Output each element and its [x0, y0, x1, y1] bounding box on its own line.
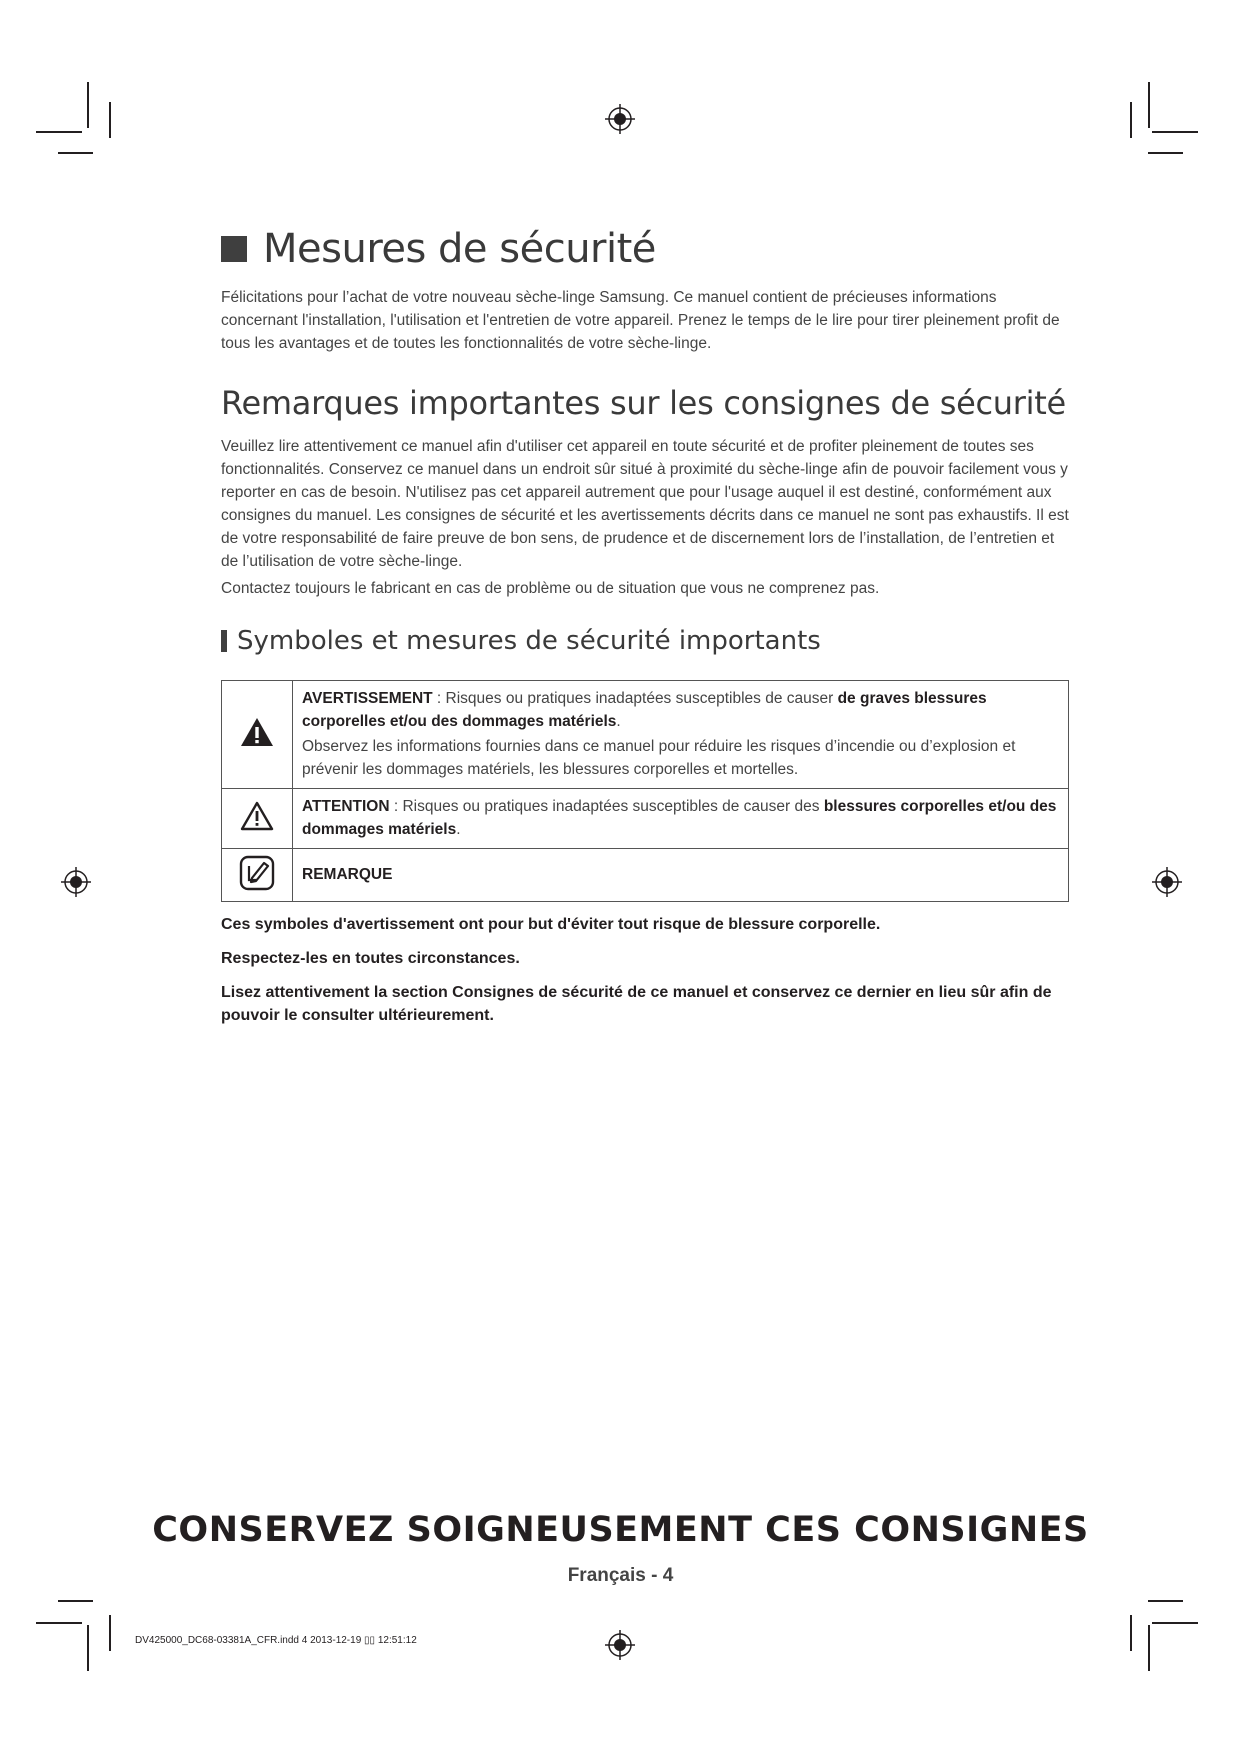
warning-text-bold: de graves blessures corporelles et/ou des dommages matériels: [302, 690, 987, 730]
print-slug: DV425000_DC68-03381A_CFR.indd 4 2013-12-19 ▯▯ 12:51:12: [135, 1635, 417, 1646]
warning-label: AVERTISSEMENT: [302, 690, 433, 707]
caution-row: [222, 789, 1069, 849]
crop-mark: [36, 131, 82, 133]
remarks-paragraph: Veuillez lire attentivement ce manuel afin d'utiliser cet appareil en toute sécurité et de profiter pleinement de toutes ses fonctionnalités. Conservez ce manuel dans un endroit sûr situé à proximité du sèche-linge afin de pouvoir facilement vous y reporter en cas de besoin. N'utilisez pas cet appareil autrement que pour l'usage auquel il est destiné, conformément aux consignes du manuel. Les consignes de sécurité et les avertissements décrits dans ce manuel ne sont pas exhaustifs. Il est de votre responsabilité de faire preuve de bon sens, de prudence et de discernement lors de l’installation, de l’entretien et de l’utilisation de votre sèche-linge.: [221, 438, 1069, 570]
note-text-cell: [293, 849, 1069, 902]
crop-mark: [109, 1615, 111, 1651]
crop-mark: [1148, 152, 1183, 154]
registration-mark-icon: [605, 1630, 635, 1660]
crop-mark: [109, 102, 111, 138]
crop-mark: [1130, 1615, 1132, 1651]
warning-detail: Observez les informations fournies dans ce manuel pour réduire les risques d’incendie ou d’explosion et prévenir les dommages matériels, les blessures corporelles et mortelles.: [302, 738, 1016, 778]
square-bullet-icon: [221, 236, 247, 262]
caution-text-cell: [293, 789, 1069, 849]
note-line-1: Ces symboles d'avertissement ont pour but d'éviter tout risque de blessure corporelle.: [221, 916, 881, 933]
crop-mark: [1152, 1622, 1198, 1624]
crop-mark: [87, 1625, 89, 1671]
crop-mark: [36, 1622, 82, 1624]
caution-icon-cell: [222, 789, 293, 849]
registration-mark-icon: [1152, 867, 1182, 897]
warning-text-cell: [293, 681, 1069, 789]
note-pencil-icon: [238, 854, 276, 892]
crop-mark: [1148, 82, 1150, 128]
page-number: Français - 4: [567, 1565, 674, 1586]
note-label: REMARQUE: [302, 866, 393, 883]
contact-paragraph: Contactez toujours le fabricant en cas de problème ou de situation que vous ne comprenez pas.: [221, 580, 880, 597]
note-line-3: Lisez attentivement la section Consignes de sécurité de ce manuel et conservez ce dernier en lieu sûr afin de pouvoir le consulter ultérieurement.: [221, 984, 1052, 1024]
crop-mark: [1152, 131, 1198, 133]
registration-mark-icon: [61, 867, 91, 897]
section-title: [221, 226, 656, 272]
symbols-heading-text: Symboles et mesures de sécurité importants: [237, 626, 821, 656]
caution-text: : Risques ou pratiques inadaptées susceptibles de causer des: [389, 798, 824, 815]
warning-text-end: .: [616, 713, 621, 730]
remarks-heading: Remarques importantes sur les consignes de sécurité: [221, 384, 1066, 422]
caution-label: ATTENTION: [302, 798, 390, 815]
caution-text-end: .: [456, 821, 461, 838]
crop-mark: [1148, 1600, 1183, 1602]
footer-title: CONSERVEZ SOIGNEUSEMENT CES CONSIGNES: [152, 1510, 1089, 1550]
bar-bullet-icon: [221, 630, 227, 652]
warning-text: : Risques ou pratiques inadaptées susceptibles de causer: [432, 690, 838, 707]
caution-text-bold: blessures corporelles et/ou des dommages matériels: [302, 798, 1057, 838]
section-title-text: Mesures de sécurité: [263, 226, 656, 272]
crop-mark: [87, 82, 89, 128]
symbols-table: [221, 680, 1069, 902]
crop-mark: [1148, 1625, 1150, 1671]
crop-mark: [58, 152, 93, 154]
crop-mark: [58, 1600, 93, 1602]
registration-mark-icon: [605, 104, 635, 134]
note-row: [222, 849, 1069, 902]
note-line-2: Respectez-les en toutes circonstances.: [221, 950, 520, 967]
symbols-heading: [221, 626, 821, 656]
warning-icon-cell: [222, 681, 293, 789]
crop-mark: [1130, 102, 1132, 138]
note-icon-cell: [222, 849, 293, 902]
intro-paragraph: Félicitations pour l’achat de votre nouveau sèche-linge Samsung. Ce manuel contient de précieuses informations concernant l'installation, l'utilisation et l'entretien de votre appareil. Prenez le temps de le lire pour tirer pleinement profit de tous les avantages et de toutes les fonctionnalités de votre sèche-linge.: [221, 289, 1060, 352]
warning-row: [222, 681, 1069, 789]
caution-outline-icon: [239, 800, 275, 832]
warning-filled-icon: [239, 716, 275, 748]
